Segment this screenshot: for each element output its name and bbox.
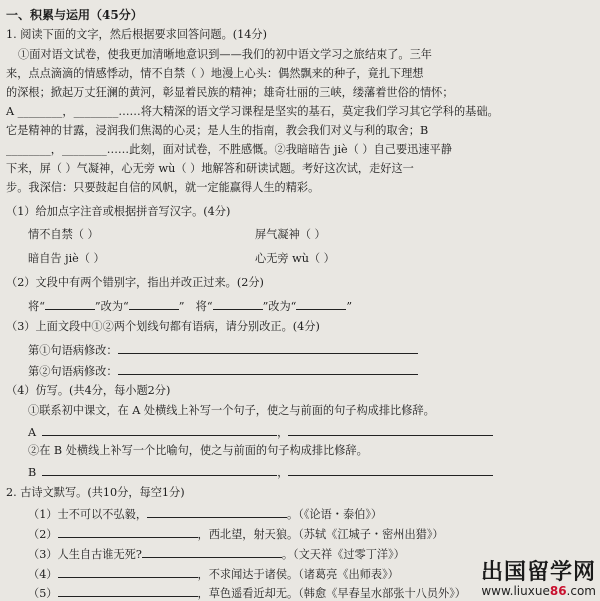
passage-line-1: ①面对语文试卷，使我更加清晰地意识到——我们的初中语文学习之旅结束了。三年 (18, 48, 432, 61)
watermark-title: 出国留学网 (480, 560, 596, 585)
sentence-fix-1-blank[interactable] (118, 342, 418, 354)
sub4-prompt-2: ②在 B 处横线上补写一个比喻句，使之与前面的句子构成排比修辞。 (28, 444, 368, 457)
sub4-answer-a: A ， (28, 424, 493, 440)
sub4-answer-b: B ， (28, 464, 493, 480)
typo-blank-2[interactable] (129, 298, 179, 310)
passage-line-2: 来，点点滴滴的情感悸动，情不自禁（ ）地漫上心头：偶然飘来的种子，竟扎下理想 (6, 67, 424, 80)
sub4-a-blank-1[interactable] (42, 424, 277, 436)
passage-line-8: 步。我深信：只要鼓起自信的风帆，就一定能赢得人生的精彩。 (6, 181, 320, 194)
poem-blank-2[interactable] (58, 526, 198, 538)
poem-blank-1[interactable] (147, 506, 287, 518)
sub1-heading: （1）给加点字注音或根据拼音写汉字。(4分) (6, 205, 231, 218)
poem-item-4: （4） ，不求闻达于诸侯。（诸葛亮《出师表》） (28, 568, 399, 581)
poem-item-5: （5） ，草色遥看近却无。（韩愈《早春呈水部张十八员外》） (28, 587, 466, 600)
passage-line-6: ________，________……此刻，面对试卷，不胜感慨。②我暗暗告 jiè（ ）自己要迅速平静 (6, 143, 452, 156)
poem-item-2: （2） ，西北望，射天狼。（苏轼《江城子・密州出猎》） (28, 528, 444, 541)
sub4-b-blank-2[interactable] (288, 464, 493, 476)
sub4-a-blank-2[interactable] (288, 424, 493, 436)
sentence-fix-2: 第②句语病修改： (28, 363, 418, 379)
pinyin-item-2: 屏气凝神（ ） (255, 228, 326, 241)
sub4-b-blank-1[interactable] (42, 464, 277, 476)
poem-blank-3[interactable] (142, 546, 282, 558)
sub3-heading: （3）上面文段中①②两个划线句都有语病，请分别改正。(4分) (6, 320, 320, 333)
poem-item-3: （3）人生自古谁无死? 。（文天祥《过零丁洋》） (28, 548, 405, 561)
poem-blank-4[interactable] (58, 566, 198, 578)
passage-line-4: A ________，________……将大精深的语文学习课程是坚实的基石，莫定我们学习其它学科的基础。 (6, 105, 499, 118)
watermark-url: www.liuxue86.com (481, 584, 596, 598)
typo-blank-3[interactable] (213, 298, 263, 310)
passage-line-7: 下来，屏（ ）气凝神，心无旁 wù（ ）地解答和研读试题。考好这次试，走好这一 (6, 162, 414, 175)
typo-blank-1[interactable] (45, 298, 95, 310)
sub2-heading: （2）文段中有两个错别字，指出并改正过来。(2分) (6, 276, 264, 289)
sentence-fix-1: 第①句语病修改： (28, 342, 418, 358)
watermark (481, 561, 596, 598)
q1-heading: 1. 阅读下面的文字，然后根据要求回答问题。(14分) (6, 28, 267, 41)
passage-line-3: 的深根；掀起万丈狂澜的黄河，彰显着民族的精神；雄奇壮丽的三峡，缕藩着世俗的情怀； (6, 86, 454, 99)
poem-blank-5[interactable] (58, 585, 198, 597)
sentence-fix-2-blank[interactable] (118, 363, 418, 375)
section-title: 一、积累与运用（45分） (6, 8, 143, 22)
pinyin-item-4: 心无旁 wù（ ） (255, 252, 335, 265)
poem-item-1: （1）士不可以不弘毅， 。（《论语・泰伯》） (28, 508, 383, 521)
typo-blank-4[interactable] (296, 298, 346, 310)
sub4-prompt-1: ①联系初中课文，在 A 处横线上补写一个句子，使之与前面的句子构成排比修辞。 (28, 404, 435, 417)
typo-answer-line: 将“ ”改为“ ” 将“ ”改为“ ” (28, 300, 353, 313)
q2-heading: 2. 古诗文默写。(共10分，每空1分) (6, 486, 185, 499)
pinyin-item-1: 情不自禁（ ） (28, 228, 99, 241)
sub4-heading: （4）仿写。(共4分，每小题2分) (6, 384, 171, 397)
passage-line-5: 它是精神的甘露，浸润我们焦渴的心灵；是人生的指南，教会我们对义与利的取舍；B (6, 124, 429, 137)
pinyin-item-3: 暗自告 jiè（ ） (28, 252, 105, 265)
